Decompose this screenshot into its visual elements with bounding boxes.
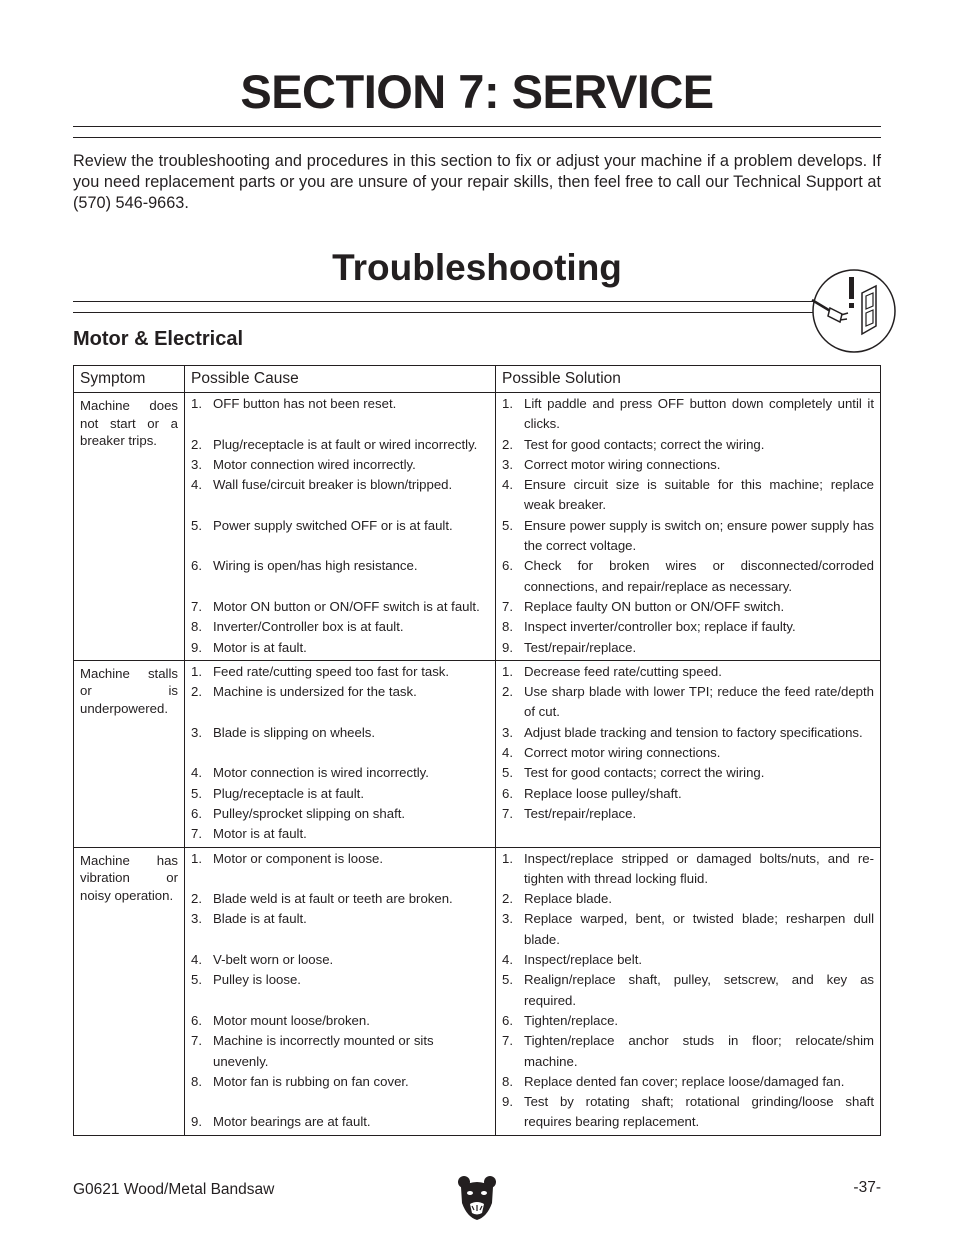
cause-item: 8. Inverter/Controller box is at fault. [191,619,404,635]
solution-item: 5. Ensure power supply is switch on; ensure power supply has the correct voltage. [502,517,874,554]
solution-item: 2. Test for good contacts; correct the wiring. [502,436,765,452]
cause-item: 4. Motor connection is wired incorrectly. [191,765,429,781]
troubleshooting-table [73,365,881,1136]
solution-item: 8. Replace dented fan cover; replace loose/damaged fan. [502,1073,845,1089]
symptom-header: Symptom [74,366,185,393]
table-header-row [74,366,881,393]
solution-item: 5. Test for good contacts; correct the wiring. [502,765,765,781]
symptom-cell: Machine stalls or is underpowered. [74,660,185,847]
cause-header: Possible Cause [185,366,496,393]
cause-item: 1. Motor or component is loose. [191,850,384,866]
solution-item: 2. Replace blade. [502,891,612,907]
solution-item: 3. Adjust blade tracking and tension to factory specifications. [502,724,863,740]
table-row [74,847,881,1135]
solution-item: 4. Correct motor wiring connections. [502,745,721,761]
cause-item: 7. Machine is incorrectly mounted or sits unevenly. [191,1033,434,1069]
cause-item: 6. Pulley/sprocket slipping on shaft. [191,805,406,821]
symptom-cell: Machine has vibration or noisy operation. [74,847,185,1135]
motor-electrical-heading: Motor & Electrical [73,328,244,350]
cause-cell [185,393,496,661]
solution-item: 8. Inspect inverter/controller box; replace if faulty. [502,619,796,635]
title-rule-bottom [73,137,881,138]
cause-cell [185,847,496,1135]
solution-item: 4. Ensure circuit size is suitable for this machine; replace weak breaker. [502,477,874,513]
cause-item: 2. Blade weld is at fault or teeth are broken. [191,891,453,907]
solution-item: 1. Decrease feed rate/cutting speed. [502,663,722,679]
solution-item: 2. Use sharp blade with lower TPI; reduce the feed rate/depth of cut. [502,684,874,720]
cause-item: 3. Motor connection wired incorrectly. [191,456,416,472]
solution-header: Possible Solution [496,366,881,393]
cause-item: 3. Blade is slipping on wheels. [191,724,376,740]
symptom-cell: Machine does not start or a breaker trips. [74,393,185,661]
solution-item: 1. Lift paddle and press OFF button down completely until it clicks. [502,396,874,432]
solution-item: 3. Correct motor wiring connections. [502,456,721,472]
cause-item: 4. V-belt worn or loose. [191,952,334,968]
solution-item: 5. Realign/replace shaft, pulley, setscrew, and key as required. [502,972,874,1008]
table-row [74,393,881,661]
cause-item: 7. Motor is at fault. [191,826,307,842]
cause-item: 6. Wiring is open/has high resistance. [191,558,418,574]
cause-item: 5. Power supply switched OFF or is at fault. [191,517,453,533]
solution-item: 1. Inspect/replace stripped or damaged bolts/nuts, and re-tighten with thread locking fluid. [502,850,874,886]
section-title: SECTION 7: SERVICE [240,65,714,118]
intro-paragraph: Review the troubleshooting and procedures in this section to fix or adjust your machine if a problem develops. If you need replacement parts or you are unsure of your repair skills, then feel free to call our Technical Support at (570) 546-9663. [73,152,881,212]
page-number: -37- [853,1179,881,1196]
cause-item: 4. Wall fuse/circuit breaker is blown/tripped. [191,477,453,493]
solution-item: 6. Replace loose pulley/shaft. [502,785,682,801]
solution-cell [496,660,881,847]
solution-item: 9. Test/repair/replace. [502,639,637,655]
cause-item: 9. Motor bearings are at fault. [191,1114,371,1130]
solution-item: 3. Replace warped, bent, or twisted blade; resharpen dull blade. [502,911,874,947]
solution-cell [496,393,881,661]
cause-item: 7. Motor ON button or ON/OFF switch is at fault. [191,598,480,614]
title-rule-top [73,126,881,127]
solution-item: 7. Test/repair/replace. [502,805,637,821]
cause-item: 8. Motor fan is rubbing on fan cover. [191,1073,409,1089]
cause-item: 2. Machine is undersized for the task. [191,684,417,700]
cause-item: 1. Feed rate/cutting speed too fast for task. [191,663,450,679]
cause-item: 5. Plug/receptacle is at fault. [191,785,365,801]
solution-item: 7. Replace faulty ON button or ON/OFF switch. [502,598,785,614]
footer-model: G0621 Wood/Metal Bandsaw [73,1181,275,1198]
electrical-warning-icon [810,268,900,354]
solution-item: 9. Test by rotating shaft; rotational grinding/loose shaft requires bearing replacement. [502,1094,874,1130]
cause-item: 5. Pulley is loose. [191,972,301,988]
cause-item: 2. Plug/receptacle is at fault or wired incorrectly. [191,436,478,452]
cause-item: 3. Blade is at fault. [191,911,307,927]
troubleshooting-title: Troubleshooting [332,247,622,288]
solution-item: 7. Tighten/replace anchor studs in floor; relocate/shim machine. [502,1033,874,1069]
solution-item: 4. Inspect/replace belt. [502,952,643,968]
troubleshooting-rule-top [73,301,818,302]
solution-item: 6. Tighten/replace. [502,1012,619,1028]
bear-logo-icon [457,1175,497,1221]
cause-cell [185,660,496,847]
troubleshooting-rule-bottom [73,312,818,313]
solution-item: 6. Check for broken wires or disconnected/corroded connections, and repair/replace as necessary. [502,558,874,594]
solution-cell [496,847,881,1135]
cause-item: 9. Motor is at fault. [191,639,307,655]
table-row [74,660,881,847]
cause-item: 1. OFF button has not been reset. [191,396,397,411]
cause-item: 6. Motor mount loose/broken. [191,1012,370,1028]
